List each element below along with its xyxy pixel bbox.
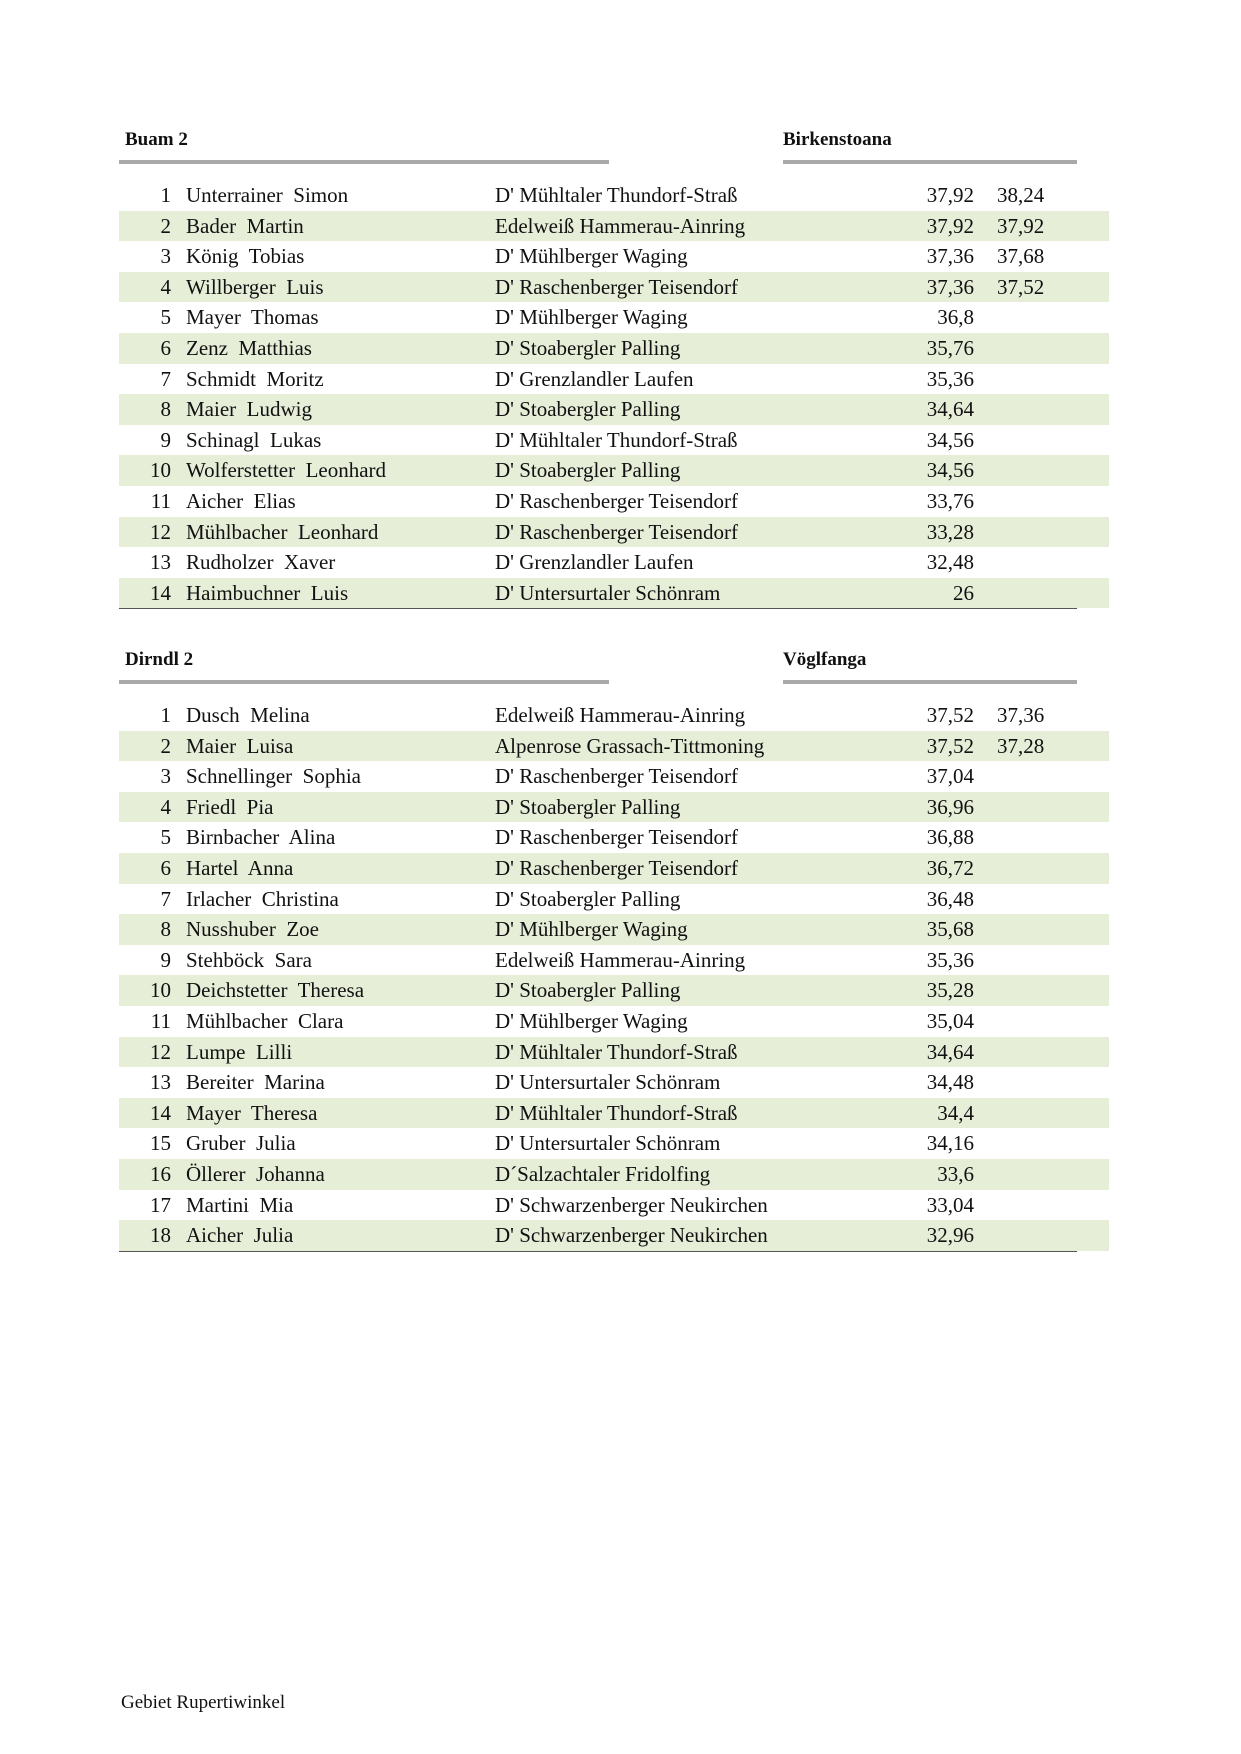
results-section-buam-2 [119, 126, 1109, 609]
rank-cell: 14 [150, 580, 171, 605]
name-cell: Mayer Theresa [186, 1100, 318, 1125]
name-cell: Rudholzer Xaver [186, 550, 336, 575]
rank-cell: 9 [160, 427, 171, 452]
rank-cell: 10 [150, 458, 171, 483]
score-cell: 35,04 [926, 1008, 974, 1033]
score-cell: 37,04 [926, 764, 974, 789]
name-cell: Schmidt Moritz [186, 366, 324, 391]
table-row [119, 975, 1109, 1006]
table-row [119, 884, 1109, 915]
name-cell: Friedl Pia [186, 794, 274, 819]
score-cell: 33,6 [937, 1161, 974, 1186]
score-cell: 33,04 [926, 1192, 974, 1217]
header-rule [119, 160, 609, 164]
table-row [119, 700, 1109, 731]
score-cell: 32,96 [926, 1223, 974, 1248]
rank-cell: 13 [150, 1070, 171, 1095]
rank-cell: 4 [160, 274, 171, 299]
header-rule [119, 680, 609, 684]
table-row [119, 792, 1109, 823]
score-cell: 35,36 [926, 366, 974, 391]
score-cell: 26 [953, 580, 974, 605]
rank-cell: 3 [160, 244, 171, 269]
score2-cell: 37,28 [997, 733, 1045, 758]
club-cell: D´Salzachtaler Fridolfing [495, 1161, 711, 1186]
table-row [119, 1128, 1109, 1159]
table-row [119, 945, 1109, 976]
club-cell: D' Raschenberger Teisendorf [495, 519, 738, 544]
rank-cell: 8 [160, 917, 171, 942]
club-cell: D' Mühlberger Waging [495, 305, 688, 330]
name-cell: Dusch Melina [186, 703, 310, 727]
table-row [119, 1006, 1109, 1037]
club-cell: D' Untersurtaler Schönram [495, 1131, 721, 1156]
club-cell: D' Stoabergler Palling [495, 458, 681, 483]
score2-cell: 38,24 [997, 183, 1045, 207]
score-cell: 37,52 [926, 703, 974, 727]
score2-cell: 37,52 [997, 274, 1045, 299]
score2-cell: 37,36 [997, 703, 1045, 727]
table-row [119, 364, 1109, 395]
club-cell: D' Stoabergler Palling [495, 794, 681, 819]
results-table [119, 180, 1109, 608]
rank-cell: 12 [150, 519, 171, 544]
name-cell: Maier Luisa [186, 733, 294, 758]
club-cell: D' Mühltaler Thundorf-Straß [495, 183, 738, 207]
score-cell: 37,36 [926, 274, 974, 299]
rank-cell: 7 [160, 366, 171, 391]
name-cell: Haimbuchner Luis [186, 580, 349, 605]
table-row [119, 455, 1109, 486]
header-rule [783, 680, 1077, 684]
name-cell: Schinagl Lukas [186, 427, 322, 452]
club-cell: Edelweiß Hammerau-Ainring [495, 703, 746, 727]
name-cell: Irlacher Christina [186, 886, 339, 911]
club-cell: D' Stoabergler Palling [495, 886, 681, 911]
club-cell: D' Stoabergler Palling [495, 397, 681, 422]
table-row [119, 241, 1109, 272]
section-subtitle: Vöglfanga [783, 649, 867, 670]
table-row [119, 1098, 1109, 1129]
club-cell: D' Raschenberger Teisendorf [495, 855, 738, 880]
rank-cell: 3 [160, 764, 171, 789]
club-cell: D' Grenzlandler Laufen [495, 366, 694, 391]
score-cell: 36,48 [926, 886, 974, 911]
table-row [119, 547, 1109, 578]
club-cell: D' Schwarzenberger Neukirchen [495, 1223, 768, 1248]
table-row [119, 425, 1109, 456]
name-cell: Hartel Anna [186, 855, 294, 880]
table-row [119, 394, 1109, 425]
table-end-rule [119, 608, 1077, 609]
table-row [119, 272, 1109, 303]
table-row [119, 1220, 1109, 1251]
rank-cell: 9 [160, 947, 171, 972]
section-title: Buam 2 [125, 129, 188, 150]
score-cell: 37,36 [926, 244, 974, 269]
table-row [119, 333, 1109, 364]
club-cell: Edelweiß Hammerau-Ainring [495, 947, 746, 972]
rank-cell: 1 [160, 703, 171, 727]
table-row [119, 180, 1109, 211]
name-cell: Öllerer Johanna [186, 1161, 325, 1186]
club-cell: D' Raschenberger Teisendorf [495, 764, 738, 789]
rank-cell: 18 [150, 1223, 171, 1248]
page-footer: Gebiet Rupertiwinkel [121, 1692, 286, 1713]
score2-cell: 37,92 [997, 213, 1045, 238]
rank-cell: 6 [160, 335, 171, 360]
rank-cell: 5 [160, 825, 171, 850]
score-cell: 34,56 [926, 458, 974, 483]
rank-cell: 5 [160, 305, 171, 330]
header-rule [783, 160, 1077, 164]
rank-cell: 12 [150, 1039, 171, 1064]
name-cell: Birnbacher Alina [186, 825, 336, 850]
name-cell: Unterrainer Simon [186, 183, 349, 207]
club-cell: D' Mühlberger Waging [495, 244, 688, 269]
table-row [119, 853, 1109, 884]
club-cell: D' Grenzlandler Laufen [495, 550, 694, 575]
name-cell: Zenz Matthias [186, 335, 312, 360]
name-cell: Gruber Julia [186, 1131, 296, 1156]
name-cell: Deichstetter Theresa [186, 978, 365, 1003]
score-cell: 36,96 [926, 794, 974, 819]
club-cell: D' Stoabergler Palling [495, 978, 681, 1003]
rank-cell: 4 [160, 794, 171, 819]
table-row [119, 578, 1109, 609]
name-cell: Schnellinger Sophia [186, 764, 361, 789]
name-cell: Martini Mia [186, 1192, 294, 1217]
score-cell: 32,48 [926, 550, 974, 575]
score-cell: 36,72 [926, 855, 974, 880]
rank-cell: 15 [150, 1131, 171, 1156]
score-cell: 34,64 [926, 1039, 974, 1064]
club-cell: D' Raschenberger Teisendorf [495, 488, 738, 513]
score-cell: 34,4 [937, 1100, 974, 1125]
table-row [119, 731, 1109, 762]
rank-cell: 1 [160, 183, 171, 207]
club-cell: D' Raschenberger Teisendorf [495, 274, 738, 299]
score-cell: 35,68 [926, 917, 974, 942]
results-table [119, 700, 1109, 1251]
section-header [119, 646, 1109, 686]
name-cell: Lumpe Lilli [186, 1039, 293, 1064]
score-cell: 36,88 [926, 825, 974, 850]
score-cell: 37,92 [926, 213, 974, 238]
club-cell: Edelweiß Hammerau-Ainring [495, 213, 746, 238]
name-cell: Aicher Elias [186, 488, 296, 513]
club-cell: D' Mühlberger Waging [495, 917, 688, 942]
rank-cell: 2 [160, 733, 171, 758]
rank-cell: 14 [150, 1100, 171, 1125]
score-cell: 33,28 [926, 519, 974, 544]
score-cell: 35,36 [926, 947, 974, 972]
club-cell: D' Mühltaler Thundorf-Straß [495, 1039, 738, 1064]
rank-cell: 11 [150, 488, 171, 513]
table-row [119, 302, 1109, 333]
club-cell: D' Schwarzenberger Neukirchen [495, 1192, 768, 1217]
table-row [119, 1067, 1109, 1098]
table-row [119, 761, 1109, 792]
table-row [119, 211, 1109, 242]
club-cell: D' Mühltaler Thundorf-Straß [495, 1100, 738, 1125]
rank-cell: 2 [160, 213, 171, 238]
score-cell: 36,8 [937, 305, 974, 330]
rank-cell: 6 [160, 855, 171, 880]
table-row [119, 1159, 1109, 1190]
name-cell: Nusshuber Zoe [186, 917, 319, 942]
section-header [119, 126, 1109, 166]
table-row [119, 914, 1109, 945]
name-cell: Wolferstetter Leonhard [186, 458, 387, 483]
club-cell: D' Raschenberger Teisendorf [495, 825, 738, 850]
rank-cell: 16 [150, 1161, 171, 1186]
name-cell: Willberger Luis [186, 274, 324, 299]
rank-cell: 17 [150, 1192, 171, 1217]
name-cell: Mühlbacher Leonhard [186, 519, 379, 544]
club-cell: D' Mühltaler Thundorf-Straß [495, 427, 738, 452]
rank-cell: 10 [150, 978, 171, 1003]
score2-cell: 37,68 [997, 244, 1045, 269]
name-cell: Aicher Julia [186, 1223, 294, 1248]
score-cell: 34,48 [926, 1070, 974, 1095]
rank-cell: 8 [160, 397, 171, 422]
table-row [119, 1190, 1109, 1221]
rank-cell: 13 [150, 550, 171, 575]
section-title: Dirndl 2 [125, 649, 194, 670]
club-cell: D' Stoabergler Palling [495, 335, 681, 360]
table-row [119, 1037, 1109, 1068]
score-cell: 37,52 [926, 733, 974, 758]
score-cell: 35,28 [926, 978, 974, 1003]
name-cell: Stehböck Sara [186, 947, 312, 972]
score-cell: 34,56 [926, 427, 974, 452]
score-cell: 34,16 [926, 1131, 974, 1156]
table-row [119, 486, 1109, 517]
name-cell: Bader Martin [186, 213, 304, 238]
score-cell: 34,64 [926, 397, 974, 422]
club-cell: Alpenrose Grassach-Tittmoning [495, 733, 765, 758]
name-cell: Bereiter Marina [186, 1070, 325, 1095]
table-row [119, 517, 1109, 548]
club-cell: D' Mühlberger Waging [495, 1008, 688, 1033]
club-cell: D' Untersurtaler Schönram [495, 580, 721, 605]
score-cell: 37,92 [926, 183, 974, 207]
rank-cell: 7 [160, 886, 171, 911]
section-subtitle: Birkenstoana [783, 129, 892, 150]
table-end-rule [119, 1251, 1077, 1252]
name-cell: Mühlbacher Clara [186, 1008, 344, 1033]
name-cell: Mayer Thomas [186, 305, 319, 330]
club-cell: D' Untersurtaler Schönram [495, 1070, 721, 1095]
rank-cell: 11 [150, 1008, 171, 1033]
results-section-dirndl-2 [119, 646, 1109, 1252]
name-cell: König Tobias [186, 244, 305, 269]
name-cell: Maier Ludwig [186, 397, 312, 422]
score-cell: 35,76 [926, 335, 974, 360]
table-row [119, 822, 1109, 853]
score-cell: 33,76 [926, 488, 974, 513]
